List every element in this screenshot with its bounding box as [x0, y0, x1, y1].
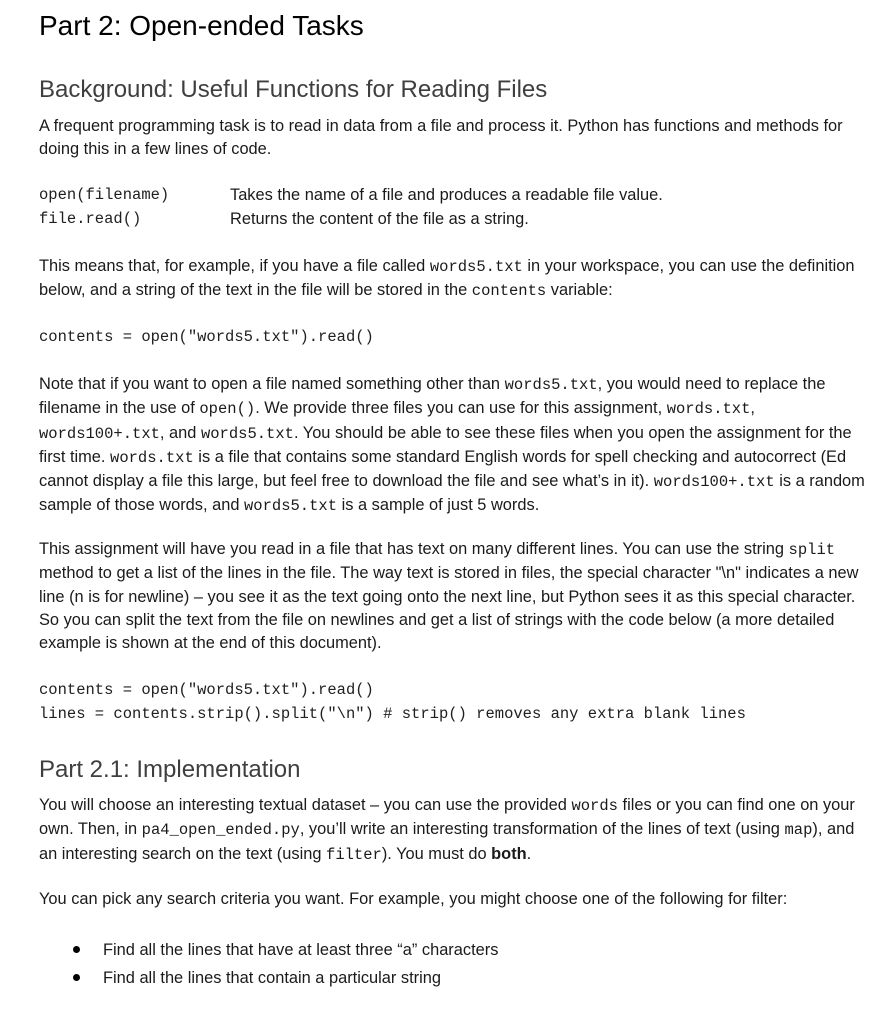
inline-code: words100+.txt — [653, 473, 775, 492]
inline-code: words5.txt — [200, 424, 294, 443]
list-item: Find all the lines that have at least three “a” characters — [39, 936, 498, 964]
filter-examples-list — [39, 936, 498, 992]
function-description: Returns the content of the file as a string. — [230, 210, 529, 228]
inline-code: contents — [471, 282, 547, 301]
function-row-open — [39, 184, 869, 207]
bullet-icon — [73, 946, 80, 953]
inline-code: words100+.txt — [39, 424, 160, 443]
inline-code: filter — [326, 845, 382, 864]
inline-code: words.txt — [110, 448, 194, 467]
search-criteria-paragraph: You can pick any search criteria you want. For example, you might choose one of the following for filter: — [39, 890, 788, 908]
code-block-line-2: lines = contents.strip().split("\n") # strip() removes any extra blank lines — [39, 705, 746, 723]
list-item: Find all the lines that contain a particular string — [39, 964, 498, 992]
function-code: open(filename) — [39, 186, 170, 204]
inline-code: words5.txt — [429, 258, 523, 276]
implementation-paragraph: You will choose an interesting textual dataset – you can use the provided words files or you can find one on your own. Then, in pa4_open_ended.py, you’ll write an interesting transformation of the lines of text (using map), and an interesting search on the text (using filter). You must do both. — [39, 796, 855, 864]
inline-code: words5.txt — [504, 376, 598, 394]
inline-code: words5.txt — [244, 497, 338, 516]
page-title: Part 2: Open-ended Tasks — [39, 10, 364, 41]
background-heading: Background: Useful Functions for Reading Files — [39, 76, 548, 103]
code-block-read: contents = open("words5.txt").read() — [39, 328, 374, 346]
inline-code: open() — [199, 400, 256, 419]
example-paragraph: This means that, for example, if you have a file called words5.txt in your workspace, you can use the definition below, and a string of the text in the file will be stored in the contents variable: — [39, 257, 855, 301]
background-intro: A frequent programming task is to read in data from a file and process it. Python has functions and methods for doing this in a few lines of code. — [39, 117, 843, 159]
note-paragraph: Note that if you want to open a file named something other than words5.txt, you would need to replace the filename in the use of open(). We provide three files you can use for this assignment, words.txt, words100+.txt, and words5.txt. You should be able to see these files when you open the assignment for the first time. words.txt is a file that contains some standard English words for spell checking and autocorrect (Ed cannot display a file this large, but feel free to download the file and see what’s in it). words100+.txt is a random sample of those words, and words5.txt is a sample of just 5 words. — [39, 375, 865, 516]
bullet-icon — [73, 974, 80, 981]
inline-code: pa4_open_ended.py — [141, 821, 300, 840]
function-code: file.read() — [39, 210, 142, 228]
function-description: Takes the name of a file and produces a readable file value. — [230, 186, 663, 204]
code-block-line-1: contents = open("words5.txt").read() — [39, 681, 374, 699]
inline-code: words.txt — [666, 400, 751, 419]
implementation-heading: Part 2.1: Implementation — [39, 756, 301, 783]
bold-text: both — [491, 844, 527, 863]
inline-code: words — [571, 797, 618, 815]
split-paragraph: This assignment will have you read in a file that has text on many different lines. You can use the string split method to get a list of the lines in the file. The way text is stored in files, the special character "\n" indicates a new line (n is for newline) – you see it as the text going onto the next line, but Python sees it as this special character. So you can split the text from the file on newlines and get a list of strings with the code below (a more detailed example is shown at the end of this document). — [39, 540, 859, 653]
inline-code: map — [784, 821, 813, 840]
function-row-read — [39, 208, 869, 231]
inline-code: split — [788, 541, 836, 559]
